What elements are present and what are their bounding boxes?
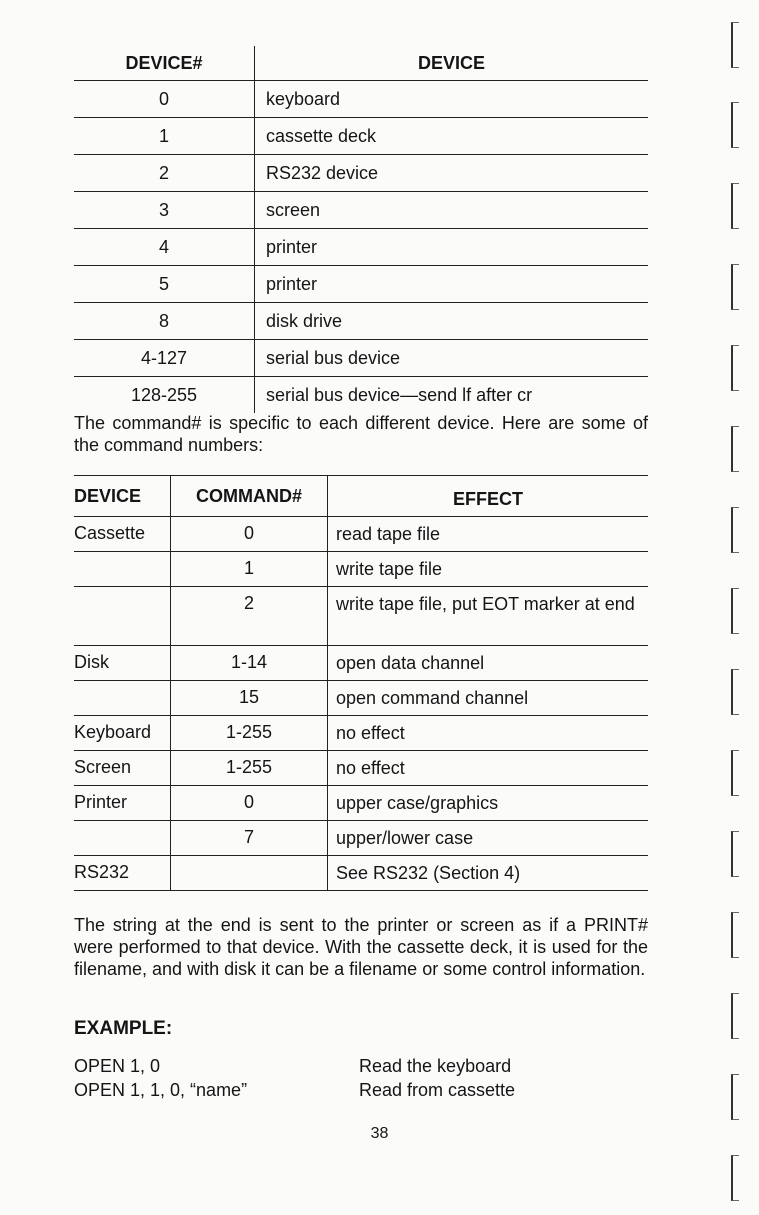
device-name: serial bus device—send lf after cr bbox=[266, 384, 533, 405]
device-name: screen bbox=[255, 192, 649, 229]
table-row bbox=[74, 856, 648, 891]
margin-mark bbox=[731, 831, 739, 877]
table-row bbox=[74, 192, 648, 229]
command-cell: 1-14 bbox=[171, 646, 328, 681]
margin-mark bbox=[731, 345, 739, 391]
margin-mark bbox=[731, 1074, 739, 1120]
table-row bbox=[74, 587, 648, 646]
effect-cell: no effect bbox=[328, 751, 649, 786]
effect-cell: read tape file bbox=[328, 517, 649, 552]
column-header: DEVICE# bbox=[74, 46, 255, 81]
table-row bbox=[74, 716, 648, 751]
device-number: 5 bbox=[74, 266, 255, 303]
table-row bbox=[74, 303, 648, 340]
table-row bbox=[74, 229, 648, 266]
effect-cell: upper case/graphics bbox=[328, 786, 649, 821]
margin-mark bbox=[731, 912, 739, 958]
margin-mark bbox=[731, 669, 739, 715]
table-row bbox=[74, 821, 648, 856]
device-number: 3 bbox=[74, 192, 255, 229]
example-line bbox=[74, 1056, 648, 1080]
margin-mark bbox=[731, 264, 739, 310]
table-row bbox=[74, 340, 648, 377]
effect-cell: See RS232 (Section 4) bbox=[328, 856, 649, 891]
command-cell: 1-255 bbox=[171, 751, 328, 786]
device-number: 8 bbox=[74, 303, 255, 340]
example-code: OPEN 1, 0 bbox=[74, 1056, 161, 1076]
column-header: DEVICE bbox=[255, 46, 649, 81]
device-name: keyboard bbox=[255, 81, 649, 118]
column-header: DEVICE bbox=[74, 476, 171, 517]
device-cell: Printer bbox=[74, 786, 171, 821]
string-paragraph: The string at the end is sent to the printer or screen as if a PRINT# were performed to that device. With the cassette deck, it is used for the filename, and with disk it can be a filename or some control information. bbox=[74, 915, 648, 979]
device-name: printer bbox=[255, 266, 649, 303]
effect-cell: open command channel bbox=[328, 681, 649, 716]
table-row bbox=[74, 155, 648, 192]
command-table bbox=[74, 475, 648, 891]
command-cell: 0 bbox=[171, 517, 328, 552]
column-header: COMMAND# bbox=[171, 476, 328, 517]
device-cell bbox=[74, 587, 171, 646]
device-table bbox=[74, 46, 648, 413]
device-cell bbox=[74, 552, 171, 587]
command-intro-paragraph: The command# is specific to each different device. Here are some of the command numbers: bbox=[74, 413, 648, 455]
table-row bbox=[74, 646, 648, 681]
device-cell: RS232 bbox=[74, 856, 171, 891]
device-name: disk drive bbox=[255, 303, 649, 340]
margin-mark bbox=[731, 426, 739, 472]
device-number: 4 bbox=[74, 229, 255, 266]
table-row bbox=[74, 118, 648, 155]
example-description: Read the keyboard bbox=[359, 1056, 512, 1076]
example-code: OPEN 1, 1, 0, “name” bbox=[74, 1080, 248, 1100]
margin-mark bbox=[731, 1155, 739, 1201]
device-cell bbox=[74, 821, 171, 856]
page-number: 38 bbox=[370, 1125, 389, 1142]
table-row bbox=[74, 552, 648, 587]
device-cell bbox=[74, 681, 171, 716]
margin-mark bbox=[731, 993, 739, 1039]
command-cell: 15 bbox=[171, 681, 328, 716]
device-cell: Keyboard bbox=[74, 716, 171, 751]
device-cell: Disk bbox=[74, 646, 171, 681]
command-cell: 2 bbox=[171, 587, 328, 646]
effect-cell: write tape file, put EOT marker at end bbox=[328, 587, 649, 646]
command-cell: 0 bbox=[171, 786, 328, 821]
table-row bbox=[74, 517, 648, 552]
device-cell: Screen bbox=[74, 751, 171, 786]
device-name: RS232 device bbox=[255, 155, 649, 192]
device-name: printer bbox=[255, 229, 649, 266]
device-table-header bbox=[74, 46, 648, 81]
table-row bbox=[74, 751, 648, 786]
example-heading: EXAMPLE: bbox=[74, 1018, 173, 1039]
device-number: 1 bbox=[74, 118, 255, 155]
device-number: 0 bbox=[74, 81, 255, 118]
table-row bbox=[74, 266, 648, 303]
effect-cell: open data channel bbox=[328, 646, 649, 681]
table-row bbox=[74, 81, 648, 118]
effect-cell: write tape file bbox=[328, 552, 649, 587]
device-name: serial bus device bbox=[255, 340, 649, 377]
margin-mark bbox=[731, 102, 739, 148]
command-table-header bbox=[74, 476, 648, 517]
device-name: cassette deck bbox=[255, 118, 649, 155]
command-cell: 1-255 bbox=[171, 716, 328, 751]
effect-cell: no effect bbox=[328, 716, 649, 751]
device-number: 2 bbox=[74, 155, 255, 192]
effect-cell: upper/lower case bbox=[328, 821, 649, 856]
device-cell: Cassette bbox=[74, 517, 171, 552]
command-cell bbox=[171, 856, 328, 891]
command-cell: 7 bbox=[171, 821, 328, 856]
margin-mark bbox=[731, 588, 739, 634]
margin-mark bbox=[731, 507, 739, 553]
column-header: EFFECT bbox=[328, 476, 649, 517]
device-number: 4-127 bbox=[74, 340, 255, 377]
table-row bbox=[74, 681, 648, 716]
table-row bbox=[74, 786, 648, 821]
margin-mark bbox=[731, 22, 739, 68]
table-row bbox=[74, 377, 648, 414]
margin-mark bbox=[731, 183, 739, 229]
margin-mark bbox=[731, 750, 739, 796]
example-description: Read from cassette bbox=[359, 1080, 516, 1100]
device-number: 128-255 bbox=[74, 377, 255, 414]
example-line bbox=[74, 1080, 648, 1104]
command-cell: 1 bbox=[171, 552, 328, 587]
